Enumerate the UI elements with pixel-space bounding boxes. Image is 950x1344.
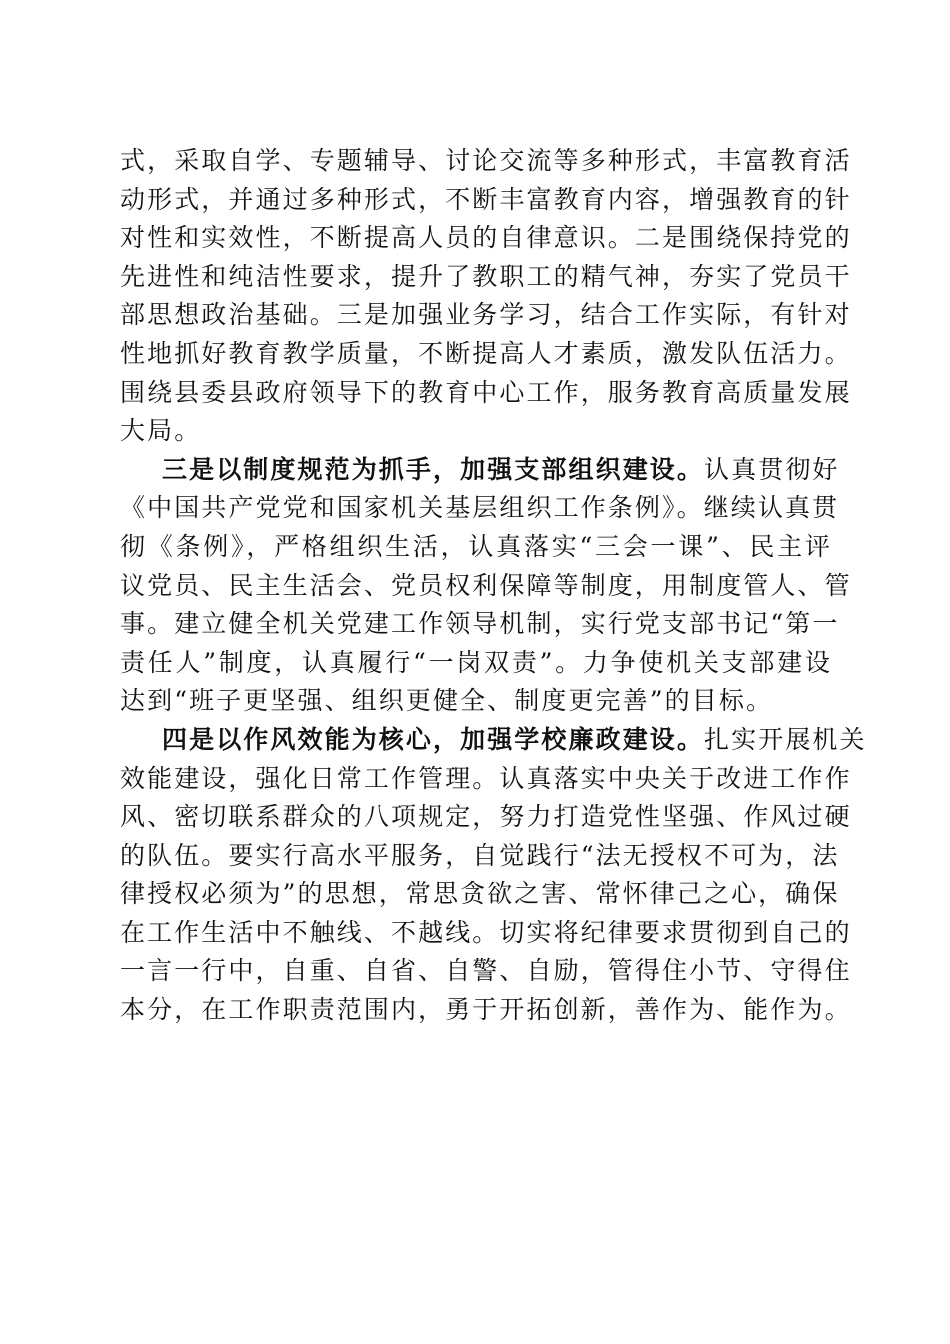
text-line: 责任人”制度，认真履行“一岗双责”。力争使机关支部建设 — [120, 647, 832, 677]
text-line: 对性和实效性，不断提高人员的自律意识。二是围绕保持党的 — [120, 223, 852, 253]
text-line: 本分，在工作职责范围内，勇于开拓创新，善作为、能作为。 — [120, 995, 852, 1025]
text-line: 达到“班子更坚强、组织更健全、制度更完善”的目标。 — [120, 686, 774, 716]
text-line: 式，采取自学、专题辅导、讨论交流等多种形式，丰富教育活 — [120, 146, 852, 175]
text-line: 效能建设，强化日常工作管理。认真落实中央关于改进工作作 — [120, 763, 852, 793]
paragraph-integrity-building — [120, 721, 867, 1030]
text-line: 一言一行中，自重、自省、自警、自励，管得住小节、守得住 — [120, 956, 852, 986]
paragraph-continuation — [120, 142, 852, 451]
paragraph-system-building — [120, 451, 852, 721]
text-line: 律授权必须为”的思想，常思贪欲之害、常怀律己之心，确保 — [120, 879, 840, 909]
paragraph-lead-heading: 三是以制度规范为抓手，加强支部组织建设。 — [162, 454, 705, 484]
text-line: 部思想政治基础。三是加强业务学习，结合工作实际，有针对 — [120, 300, 852, 330]
paragraph-first-line — [120, 721, 867, 760]
text-line: 风、密切联系群众的八项规定，努力打造党性坚强、作风过硬 — [120, 802, 852, 832]
text-line: 先进性和纯洁性要求，提升了教职工的精气神，夯实了党员干 — [120, 261, 852, 291]
text-line: 在工作生活中不触线、不越线。切实将纪律要求贯彻到自己的 — [120, 917, 852, 947]
text-line: 事。建立健全机关党建工作领导机制，实行党支部书记“第一 — [120, 609, 840, 639]
text-line: 性地抓好教育教学质量，不断提高人才素质，激发队伍活力。 — [120, 338, 852, 368]
text-line: 议党员、民主生活会、党员权利保障等制度，用制度管人、管 — [120, 570, 852, 600]
paragraph-first-line-rest: 认真贯彻好 — [704, 454, 840, 484]
paragraph-lead-heading: 四是以作风效能为核心，加强学校廉政建设。 — [162, 724, 705, 754]
text-line: 的队伍。要实行高水平服务，自觉践行“法无授权不可为，法 — [120, 840, 840, 870]
text-line: 大局。 — [120, 416, 202, 446]
paragraph-first-line-rest: 扎实开展机关 — [704, 724, 867, 754]
text-line: 围绕县委县政府领导下的教育中心工作，服务教育高质量发展 — [120, 377, 852, 407]
document-page — [120, 142, 867, 1030]
text-line: 《中国共产党党和国家机关基层组织工作条例》。继续认真贯 — [120, 493, 840, 523]
paragraph-first-line — [120, 451, 840, 490]
text-line: 彻《条例》，严格组织生活，认真落实“三会一课”、民主评 — [120, 531, 832, 561]
text-line: 动形式，并通过多种形式，不断丰富教育内容，增强教育的针 — [120, 184, 852, 214]
